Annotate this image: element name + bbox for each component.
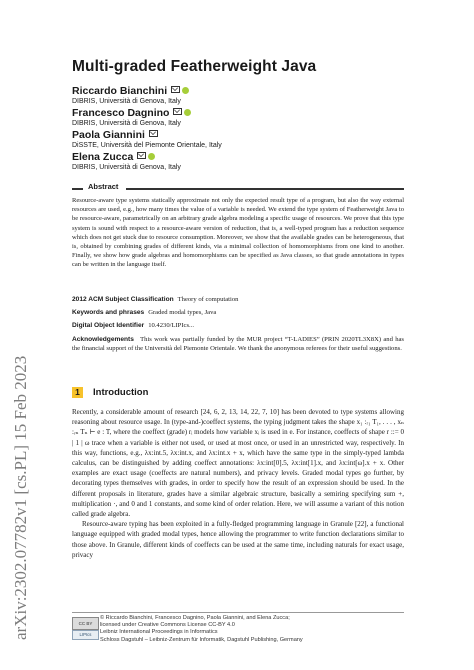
author-affiliation: DIBRIS, Università di Genova, Italy bbox=[72, 120, 181, 127]
doi-key: Digital Object Identifier bbox=[72, 322, 145, 329]
intro-paragraph: Recently, a considerable amount of research [24, 6, 2, 13, 14, 22, 7, 10] has been devoted to type systems allowing reasoning about resource usage. In (type-and-)coeffect systems, the typing judgment takes the shape x₁ :ᵣ₁ T₁, . . . , xₙ :ᵣₙ Tₙ ⊢ e : T, where the coeffect (grade) rᵢ models how variable xᵢ is used in e. For instance, coeffects of shape r ::= 0 | 1 | ω trace when a variable is either not used, or used at most once, or used in an unrestricted way, respectively. In this way, functions, e.g., λx:int.5, λx:int.x, and λx:int.x + x, which have the same type in the simply-typed lambda calculus, can be distinguished by adding coeffect annotations: λx:int[0].5, λx:int[1].x, and λx:int[ω].x + x. Other examples are exact usage (coeffects are natural numbers), and privacy levels. Graded modal types go further, by decorating types themselves with grades, in order to specify how the result of an expression should be used. In the different proposals in literature, grades have a similar algebraic structure, basically a semiring specifying sum +, multiplication ·, and 0 and 1 constants, and some kind of order relation. Here, we will assume a variant of this notion called grade algebra. bbox=[72, 408, 404, 519]
acknowledgements-key: Acknowledgements bbox=[72, 336, 134, 343]
author-affiliation: DIBRIS, Università di Genova, Italy bbox=[72, 164, 181, 171]
acknowledgements bbox=[72, 335, 404, 353]
author-name: Francesco Dagnino bbox=[72, 107, 170, 119]
footer-series: Leibniz International Proceedings in Informatics bbox=[100, 629, 218, 636]
acknowledgements-value: This work was partially funded by the MUR project “T-LADIES” (PRIN 2020TL3X8X) and has the financial support of the Università del Piemonte Orientale. We thank the anonymous referees for their useful suggestions. bbox=[72, 336, 405, 353]
envelope-icon[interactable] bbox=[137, 152, 146, 159]
footer-text bbox=[100, 615, 400, 644]
abstract-heading: Abstract bbox=[88, 182, 119, 191]
orcid-icon[interactable] bbox=[148, 153, 155, 160]
abstract-divider bbox=[72, 188, 83, 190]
author-block bbox=[72, 151, 181, 172]
keywords bbox=[72, 309, 216, 316]
acm-classification bbox=[72, 296, 238, 303]
author-affiliation: DiSSTE, Università del Piemonte Orientale, Italy bbox=[72, 142, 222, 149]
orcid-icon[interactable] bbox=[184, 109, 191, 116]
author-name: Riccardo Bianchini bbox=[72, 85, 168, 97]
envelope-icon[interactable] bbox=[149, 130, 158, 137]
author-block bbox=[72, 85, 189, 106]
author-block bbox=[72, 107, 191, 128]
keywords-value: Graded modal types, Java bbox=[148, 309, 217, 316]
keywords-key: Keywords and phrases bbox=[72, 309, 145, 316]
paper-title: Multi-graded Featherweight Java bbox=[72, 58, 317, 75]
author-block bbox=[72, 129, 222, 150]
abstract-body: Resource-aware type systems statically approximate not only the expected result type of a program, but also the way external resources are used, e.g., how many times the value of a variable is needed. We extend the type system of Featherweight Java to be resource-aware, parametrically on an arbitrary grade algebra modeling a specific usage of resources. We prove that this type system is sound with respect to a resource-aware version of reduction, that is, a well-typed program has a reduction sequence which does not get stuck due to resource consumption. Moreover, we show that the available grades can be heterogeneous, that is, obtained by combining grades of different kinds, via a minimal collection of homomorphisms from one kind to another. Finally, we show how grade algebras and homomorphisms can be specified as Java classes, so that grade annotations in types can be written in the language itself. bbox=[72, 197, 404, 269]
arxiv-identifier-stamp bbox=[6, 120, 32, 640]
section-title: Introduction bbox=[93, 387, 149, 398]
introduction-body bbox=[72, 407, 404, 560]
section-number: 1 bbox=[72, 387, 83, 398]
classification-value: Theory of computation bbox=[177, 296, 239, 303]
intro-paragraph: Resource-aware typing has been exploited in a fully-fledged programming language in Granule [22], a functional language equipped with graded modal types, hence allowing the programmer to write function declarations similar to those above. In Granule, different kinds of coeffects can be used at the same time, including naturals for exact usage, privacy bbox=[72, 520, 404, 559]
footer-license[interactable]: licensed under Creative Commons License CC-BY 4.0 bbox=[100, 622, 235, 629]
cc-license-badge[interactable]: CC BY bbox=[72, 617, 99, 630]
footer-divider bbox=[72, 612, 404, 613]
author-name: Paola Giannini bbox=[72, 129, 145, 141]
arxiv-id-text: arXiv:2302.07782v1 [cs.PL] 15 Feb 2023 bbox=[11, 355, 30, 640]
author-name: Elena Zucca bbox=[72, 151, 134, 163]
envelope-icon[interactable] bbox=[171, 86, 180, 93]
author-affiliation: DIBRIS, Università di Genova, Italy bbox=[72, 98, 181, 105]
footer-copyright: © Riccardo Bianchini, Francesco Dagnino, Paola Giannini, and Elena Zucca; bbox=[100, 615, 290, 621]
orcid-icon[interactable] bbox=[182, 87, 189, 94]
abstract-divider bbox=[126, 188, 404, 190]
envelope-icon[interactable] bbox=[173, 108, 182, 115]
doi-value[interactable]: 10.4230/LIPIcs... bbox=[148, 322, 194, 329]
doi bbox=[72, 322, 194, 329]
lipics-logo: LIPIcs bbox=[72, 630, 99, 640]
footer-publisher: Schloss Dagstuhl – Leibniz-Zentrum für Informatik, Dagstuhl Publishing, Germany bbox=[100, 636, 303, 643]
classification-key: 2012 ACM Subject Classification bbox=[72, 296, 174, 303]
